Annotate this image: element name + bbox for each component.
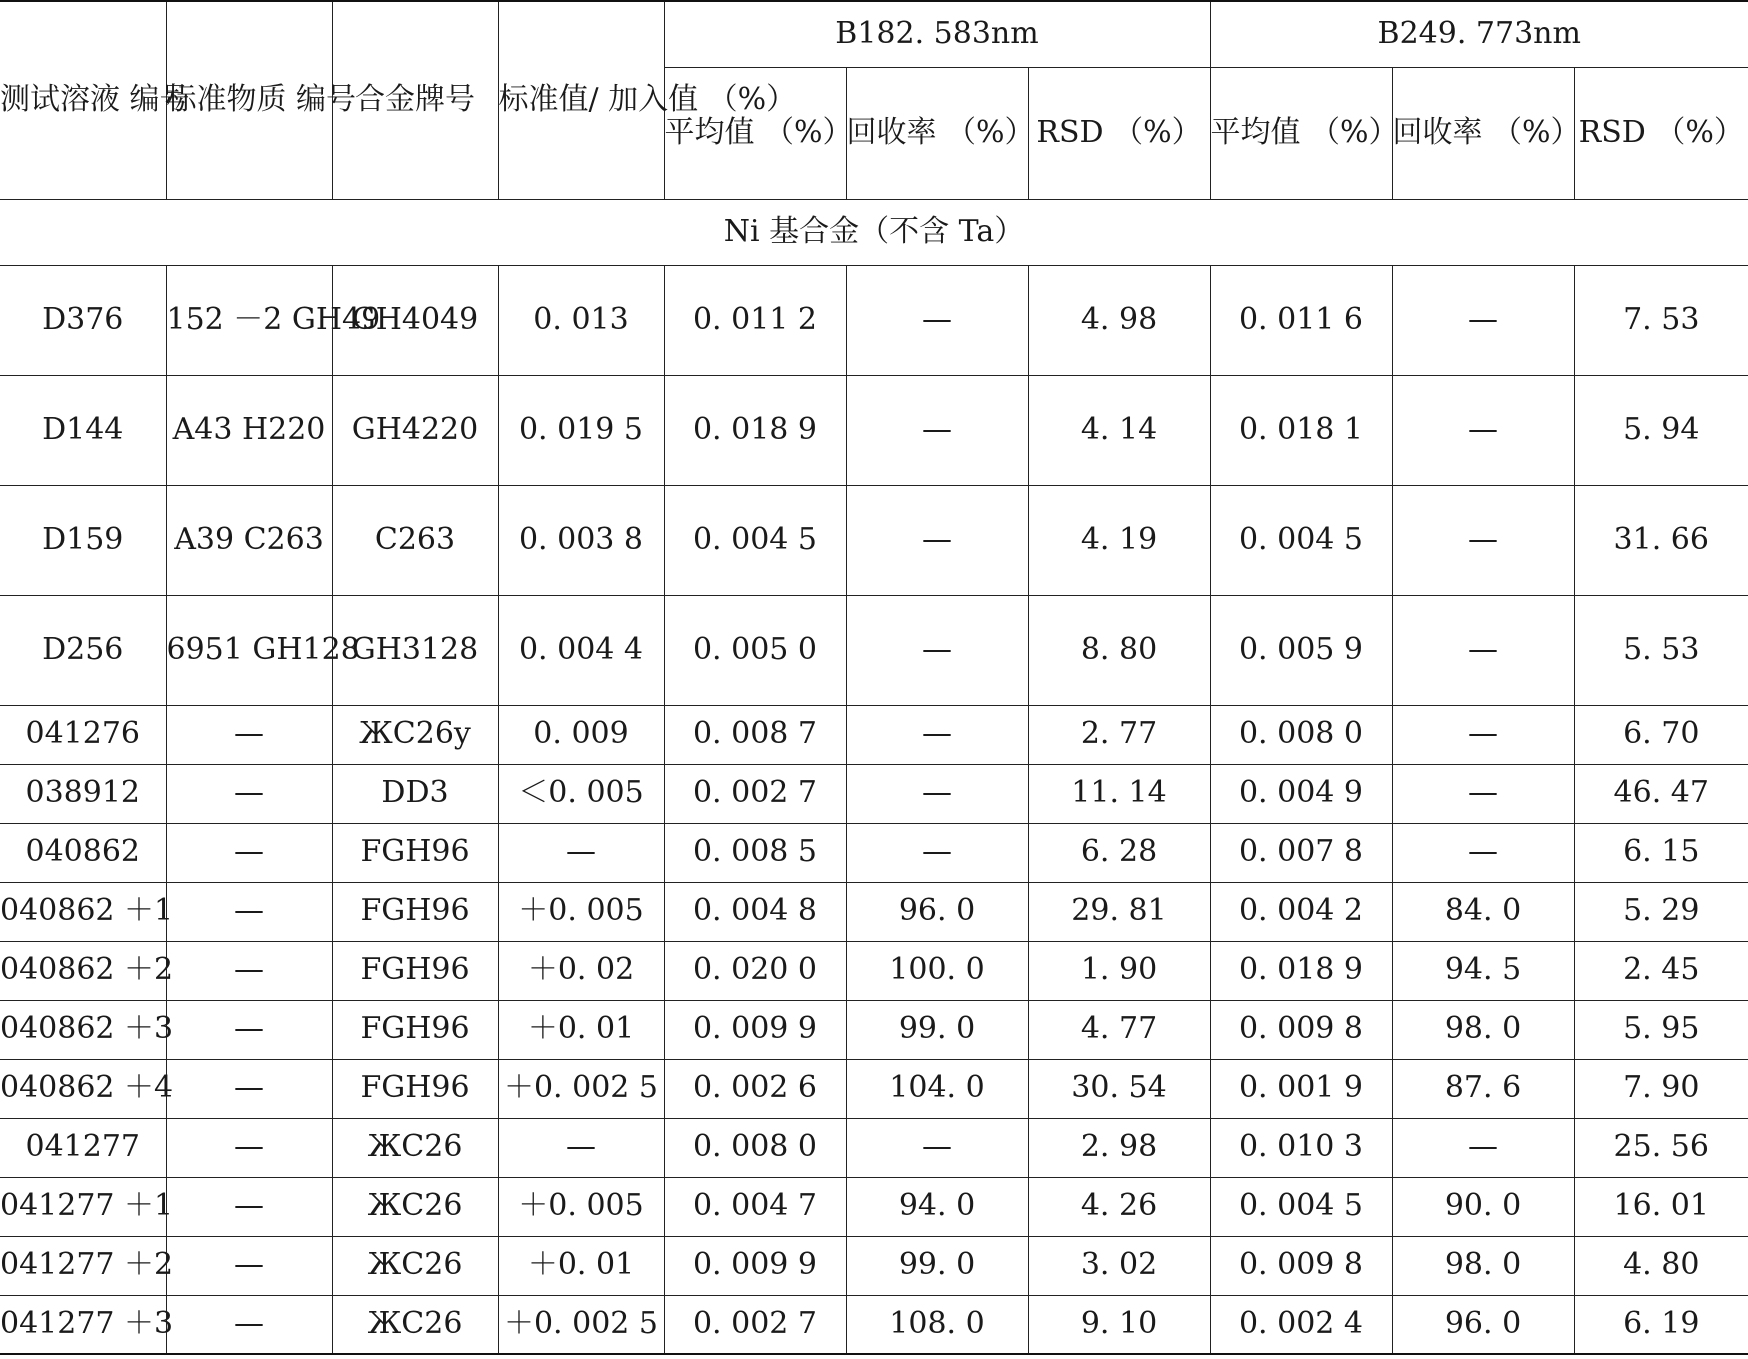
- cell-mean-2: 0. 004 5: [1210, 1177, 1392, 1236]
- header-std-added-value: 标准值/ 加入值 （%）: [498, 1, 664, 199]
- cell-recovery-2: —: [1392, 705, 1574, 764]
- cell-std-added-value: ＋0. 01: [498, 1000, 664, 1059]
- cell-solution-no: 041277: [0, 1118, 166, 1177]
- cell-mean-2: 0. 018 1: [1210, 375, 1392, 485]
- cell-std-material-no: —: [166, 1059, 332, 1118]
- cell-std-material-no: —: [166, 1177, 332, 1236]
- table-row: [0, 1118, 1748, 1177]
- cell-recovery-2: 98. 0: [1392, 1000, 1574, 1059]
- cell-std-material-no: —: [166, 1118, 332, 1177]
- cell-rsd-2: 46. 47: [1574, 764, 1748, 823]
- table-body: [0, 199, 1748, 1354]
- header-solution-no: 测试溶液 编号: [0, 1, 166, 199]
- cell-recovery-2: 84. 0: [1392, 882, 1574, 941]
- cell-std-added-value: ＋0. 002 5: [498, 1295, 664, 1354]
- cell-std-added-value: ＋0. 002 5: [498, 1059, 664, 1118]
- cell-alloy-grade: FGH96: [332, 823, 498, 882]
- cell-alloy-grade: FGH96: [332, 1000, 498, 1059]
- cell-std-added-value: —: [498, 823, 664, 882]
- cell-recovery-1: 96. 0: [846, 882, 1028, 941]
- cell-recovery-1: —: [846, 823, 1028, 882]
- cell-rsd-2: 5. 95: [1574, 1000, 1748, 1059]
- cell-solution-no: 041277 ＋2: [0, 1236, 166, 1295]
- table-row: [0, 705, 1748, 764]
- cell-solution-no: 040862 ＋3: [0, 1000, 166, 1059]
- cell-recovery-2: 96. 0: [1392, 1295, 1574, 1354]
- cell-rsd-2: 7. 53: [1574, 265, 1748, 375]
- cell-alloy-grade: FGH96: [332, 882, 498, 941]
- cell-recovery-1: —: [846, 265, 1028, 375]
- cell-recovery-1: 100. 0: [846, 941, 1028, 1000]
- cell-std-material-no: —: [166, 1236, 332, 1295]
- cell-rsd-2: 5. 29: [1574, 882, 1748, 941]
- cell-rsd-1: 2. 98: [1028, 1118, 1210, 1177]
- cell-std-added-value: ＋0. 01: [498, 1236, 664, 1295]
- cell-mean-2: 0. 005 9: [1210, 595, 1392, 705]
- cell-rsd-2: 25. 56: [1574, 1118, 1748, 1177]
- cell-rsd-1: 11. 14: [1028, 764, 1210, 823]
- cell-std-added-value: ＋0. 005: [498, 1177, 664, 1236]
- cell-rsd-2: 4. 80: [1574, 1236, 1748, 1295]
- cell-recovery-1: 99. 0: [846, 1000, 1028, 1059]
- cell-recovery-1: —: [846, 485, 1028, 595]
- cell-solution-no: 041276: [0, 705, 166, 764]
- cell-mean-1: 0. 002 6: [664, 1059, 846, 1118]
- cell-mean-2: 0. 009 8: [1210, 1000, 1392, 1059]
- cell-solution-no: 041277 ＋3: [0, 1295, 166, 1354]
- cell-alloy-grade: ЖC26: [332, 1118, 498, 1177]
- cell-std-material-no: —: [166, 1000, 332, 1059]
- cell-recovery-2: —: [1392, 595, 1574, 705]
- cell-recovery-1: 94. 0: [846, 1177, 1028, 1236]
- cell-std-material-no: A39 C263: [166, 485, 332, 595]
- table-row: [0, 1059, 1748, 1118]
- cell-mean-1: 0. 009 9: [664, 1000, 846, 1059]
- cell-alloy-grade: ЖC26: [332, 1177, 498, 1236]
- cell-recovery-1: —: [846, 595, 1028, 705]
- cell-recovery-2: 90. 0: [1392, 1177, 1574, 1236]
- cell-rsd-1: 4. 98: [1028, 265, 1210, 375]
- header-mean-1: 平均值 （%）: [664, 67, 846, 199]
- cell-rsd-2: 2. 45: [1574, 941, 1748, 1000]
- cell-mean-2: 0. 001 9: [1210, 1059, 1392, 1118]
- cell-alloy-grade: FGH96: [332, 1059, 498, 1118]
- cell-recovery-2: —: [1392, 485, 1574, 595]
- cell-recovery-2: 94. 5: [1392, 941, 1574, 1000]
- cell-mean-2: 0. 010 3: [1210, 1118, 1392, 1177]
- header-rsd-1: RSD （%）: [1028, 67, 1210, 199]
- cell-std-material-no: 6951 GH128: [166, 595, 332, 705]
- cell-std-added-value: ＜0. 005: [498, 764, 664, 823]
- cell-recovery-2: —: [1392, 1118, 1574, 1177]
- cell-alloy-grade: ЖC26: [332, 1236, 498, 1295]
- cell-mean-1: 0. 009 9: [664, 1236, 846, 1295]
- cell-rsd-1: 4. 26: [1028, 1177, 1210, 1236]
- cell-rsd-2: 5. 94: [1574, 375, 1748, 485]
- cell-recovery-1: 99. 0: [846, 1236, 1028, 1295]
- cell-recovery-2: —: [1392, 265, 1574, 375]
- table-row: [0, 1295, 1748, 1354]
- table-header: [0, 1, 1748, 199]
- cell-solution-no: 041277 ＋1: [0, 1177, 166, 1236]
- cell-rsd-1: 8. 80: [1028, 595, 1210, 705]
- cell-recovery-2: —: [1392, 764, 1574, 823]
- cell-alloy-grade: ЖC26y: [332, 705, 498, 764]
- cell-alloy-grade: GH3128: [332, 595, 498, 705]
- table-row: [0, 882, 1748, 941]
- cell-mean-2: 0. 008 0: [1210, 705, 1392, 764]
- cell-mean-2: 0. 004 5: [1210, 485, 1392, 595]
- cell-std-material-no: A43 H220: [166, 375, 332, 485]
- cell-std-added-value: —: [498, 1118, 664, 1177]
- cell-solution-no: D256: [0, 595, 166, 705]
- cell-alloy-grade: GH4049: [332, 265, 498, 375]
- cell-solution-no: 040862: [0, 823, 166, 882]
- cell-rsd-1: 4. 77: [1028, 1000, 1210, 1059]
- cell-mean-1: 0. 004 7: [664, 1177, 846, 1236]
- cell-recovery-1: —: [846, 705, 1028, 764]
- table-row: [0, 375, 1748, 485]
- cell-alloy-grade: FGH96: [332, 941, 498, 1000]
- cell-std-added-value: 0. 004 4: [498, 595, 664, 705]
- table-row: [0, 485, 1748, 595]
- header-recovery-2: 回收率 （%）: [1392, 67, 1574, 199]
- cell-rsd-1: 30. 54: [1028, 1059, 1210, 1118]
- group-title: Ni 基合金（不含 Ta）: [0, 199, 1748, 265]
- header-rsd-2: RSD （%）: [1574, 67, 1748, 199]
- cell-std-material-no: —: [166, 705, 332, 764]
- cell-mean-2: 0. 009 8: [1210, 1236, 1392, 1295]
- cell-mean-1: 0. 005 0: [664, 595, 846, 705]
- cell-alloy-grade: C263: [332, 485, 498, 595]
- cell-recovery-1: —: [846, 1118, 1028, 1177]
- cell-std-material-no: —: [166, 764, 332, 823]
- header-recovery-1: 回收率 （%）: [846, 67, 1028, 199]
- header-alloy-grade: 合金牌号: [332, 1, 498, 199]
- cell-recovery-1: —: [846, 375, 1028, 485]
- cell-recovery-2: 87. 6: [1392, 1059, 1574, 1118]
- cell-solution-no: D159: [0, 485, 166, 595]
- cell-solution-no: 040862 ＋4: [0, 1059, 166, 1118]
- cell-std-material-no: —: [166, 941, 332, 1000]
- table-row: [0, 1177, 1748, 1236]
- cell-recovery-2: 98. 0: [1392, 1236, 1574, 1295]
- cell-solution-no: 038912: [0, 764, 166, 823]
- cell-alloy-grade: ЖC26: [332, 1295, 498, 1354]
- cell-rsd-1: 4. 19: [1028, 485, 1210, 595]
- cell-mean-1: 0. 004 8: [664, 882, 846, 941]
- cell-mean-2: 0. 004 2: [1210, 882, 1392, 941]
- cell-rsd-1: 1. 90: [1028, 941, 1210, 1000]
- cell-mean-1: 0. 002 7: [664, 764, 846, 823]
- cell-recovery-2: —: [1392, 375, 1574, 485]
- table-row: [0, 764, 1748, 823]
- cell-recovery-1: —: [846, 764, 1028, 823]
- cell-mean-1: 0. 011 2: [664, 265, 846, 375]
- cell-recovery-2: —: [1392, 823, 1574, 882]
- cell-rsd-1: 2. 77: [1028, 705, 1210, 764]
- cell-std-material-no: —: [166, 823, 332, 882]
- header-mean-2: 平均值 （%）: [1210, 67, 1392, 199]
- cell-mean-1: 0. 002 7: [664, 1295, 846, 1354]
- table-row: [0, 265, 1748, 375]
- cell-std-added-value: 0. 003 8: [498, 485, 664, 595]
- cell-mean-1: 0. 008 5: [664, 823, 846, 882]
- cell-rsd-1: 29. 81: [1028, 882, 1210, 941]
- table-row: [0, 941, 1748, 1000]
- cell-mean-1: 0. 004 5: [664, 485, 846, 595]
- cell-rsd-2: 5. 53: [1574, 595, 1748, 705]
- cell-std-material-no: —: [166, 1295, 332, 1354]
- cell-mean-1: 0. 020 0: [664, 941, 846, 1000]
- cell-solution-no: 040862 ＋1: [0, 882, 166, 941]
- header-wavelength-1: B182. 583nm: [664, 1, 1210, 67]
- cell-alloy-grade: GH4220: [332, 375, 498, 485]
- cell-mean-1: 0. 018 9: [664, 375, 846, 485]
- cell-solution-no: D376: [0, 265, 166, 375]
- cell-recovery-1: 104. 0: [846, 1059, 1028, 1118]
- cell-rsd-2: 6. 70: [1574, 705, 1748, 764]
- cell-std-added-value: ＋0. 005: [498, 882, 664, 941]
- cell-std-material-no: —: [166, 882, 332, 941]
- cell-mean-2: 0. 002 4: [1210, 1295, 1392, 1354]
- cell-alloy-grade: DD3: [332, 764, 498, 823]
- cell-mean-1: 0. 008 7: [664, 705, 846, 764]
- cell-rsd-2: 31. 66: [1574, 485, 1748, 595]
- cell-rsd-2: 6. 15: [1574, 823, 1748, 882]
- cell-std-added-value: ＋0. 02: [498, 941, 664, 1000]
- table-row: [0, 1236, 1748, 1295]
- cell-std-material-no: 152 －2 GH49: [166, 265, 332, 375]
- table-row: [0, 1000, 1748, 1059]
- cell-rsd-1: 3. 02: [1028, 1236, 1210, 1295]
- cell-rsd-2: 16. 01: [1574, 1177, 1748, 1236]
- cell-solution-no: 040862 ＋2: [0, 941, 166, 1000]
- cell-std-added-value: 0. 009: [498, 705, 664, 764]
- cell-rsd-1: 9. 10: [1028, 1295, 1210, 1354]
- cell-mean-1: 0. 008 0: [664, 1118, 846, 1177]
- cell-mean-2: 0. 018 9: [1210, 941, 1392, 1000]
- cell-mean-2: 0. 004 9: [1210, 764, 1392, 823]
- cell-rsd-1: 6. 28: [1028, 823, 1210, 882]
- header-wavelength-2: B249. 773nm: [1210, 1, 1748, 67]
- cell-mean-2: 0. 011 6: [1210, 265, 1392, 375]
- cell-solution-no: D144: [0, 375, 166, 485]
- cell-mean-2: 0. 007 8: [1210, 823, 1392, 882]
- cell-std-added-value: 0. 019 5: [498, 375, 664, 485]
- cell-rsd-1: 4. 14: [1028, 375, 1210, 485]
- cell-rsd-2: 6. 19: [1574, 1295, 1748, 1354]
- cell-std-added-value: 0. 013: [498, 265, 664, 375]
- table-row: [0, 823, 1748, 882]
- table-row: [0, 595, 1748, 705]
- cell-recovery-1: 108. 0: [846, 1295, 1028, 1354]
- cell-rsd-2: 7. 90: [1574, 1059, 1748, 1118]
- header-std-material-no: 标准物质 编号: [166, 1, 332, 199]
